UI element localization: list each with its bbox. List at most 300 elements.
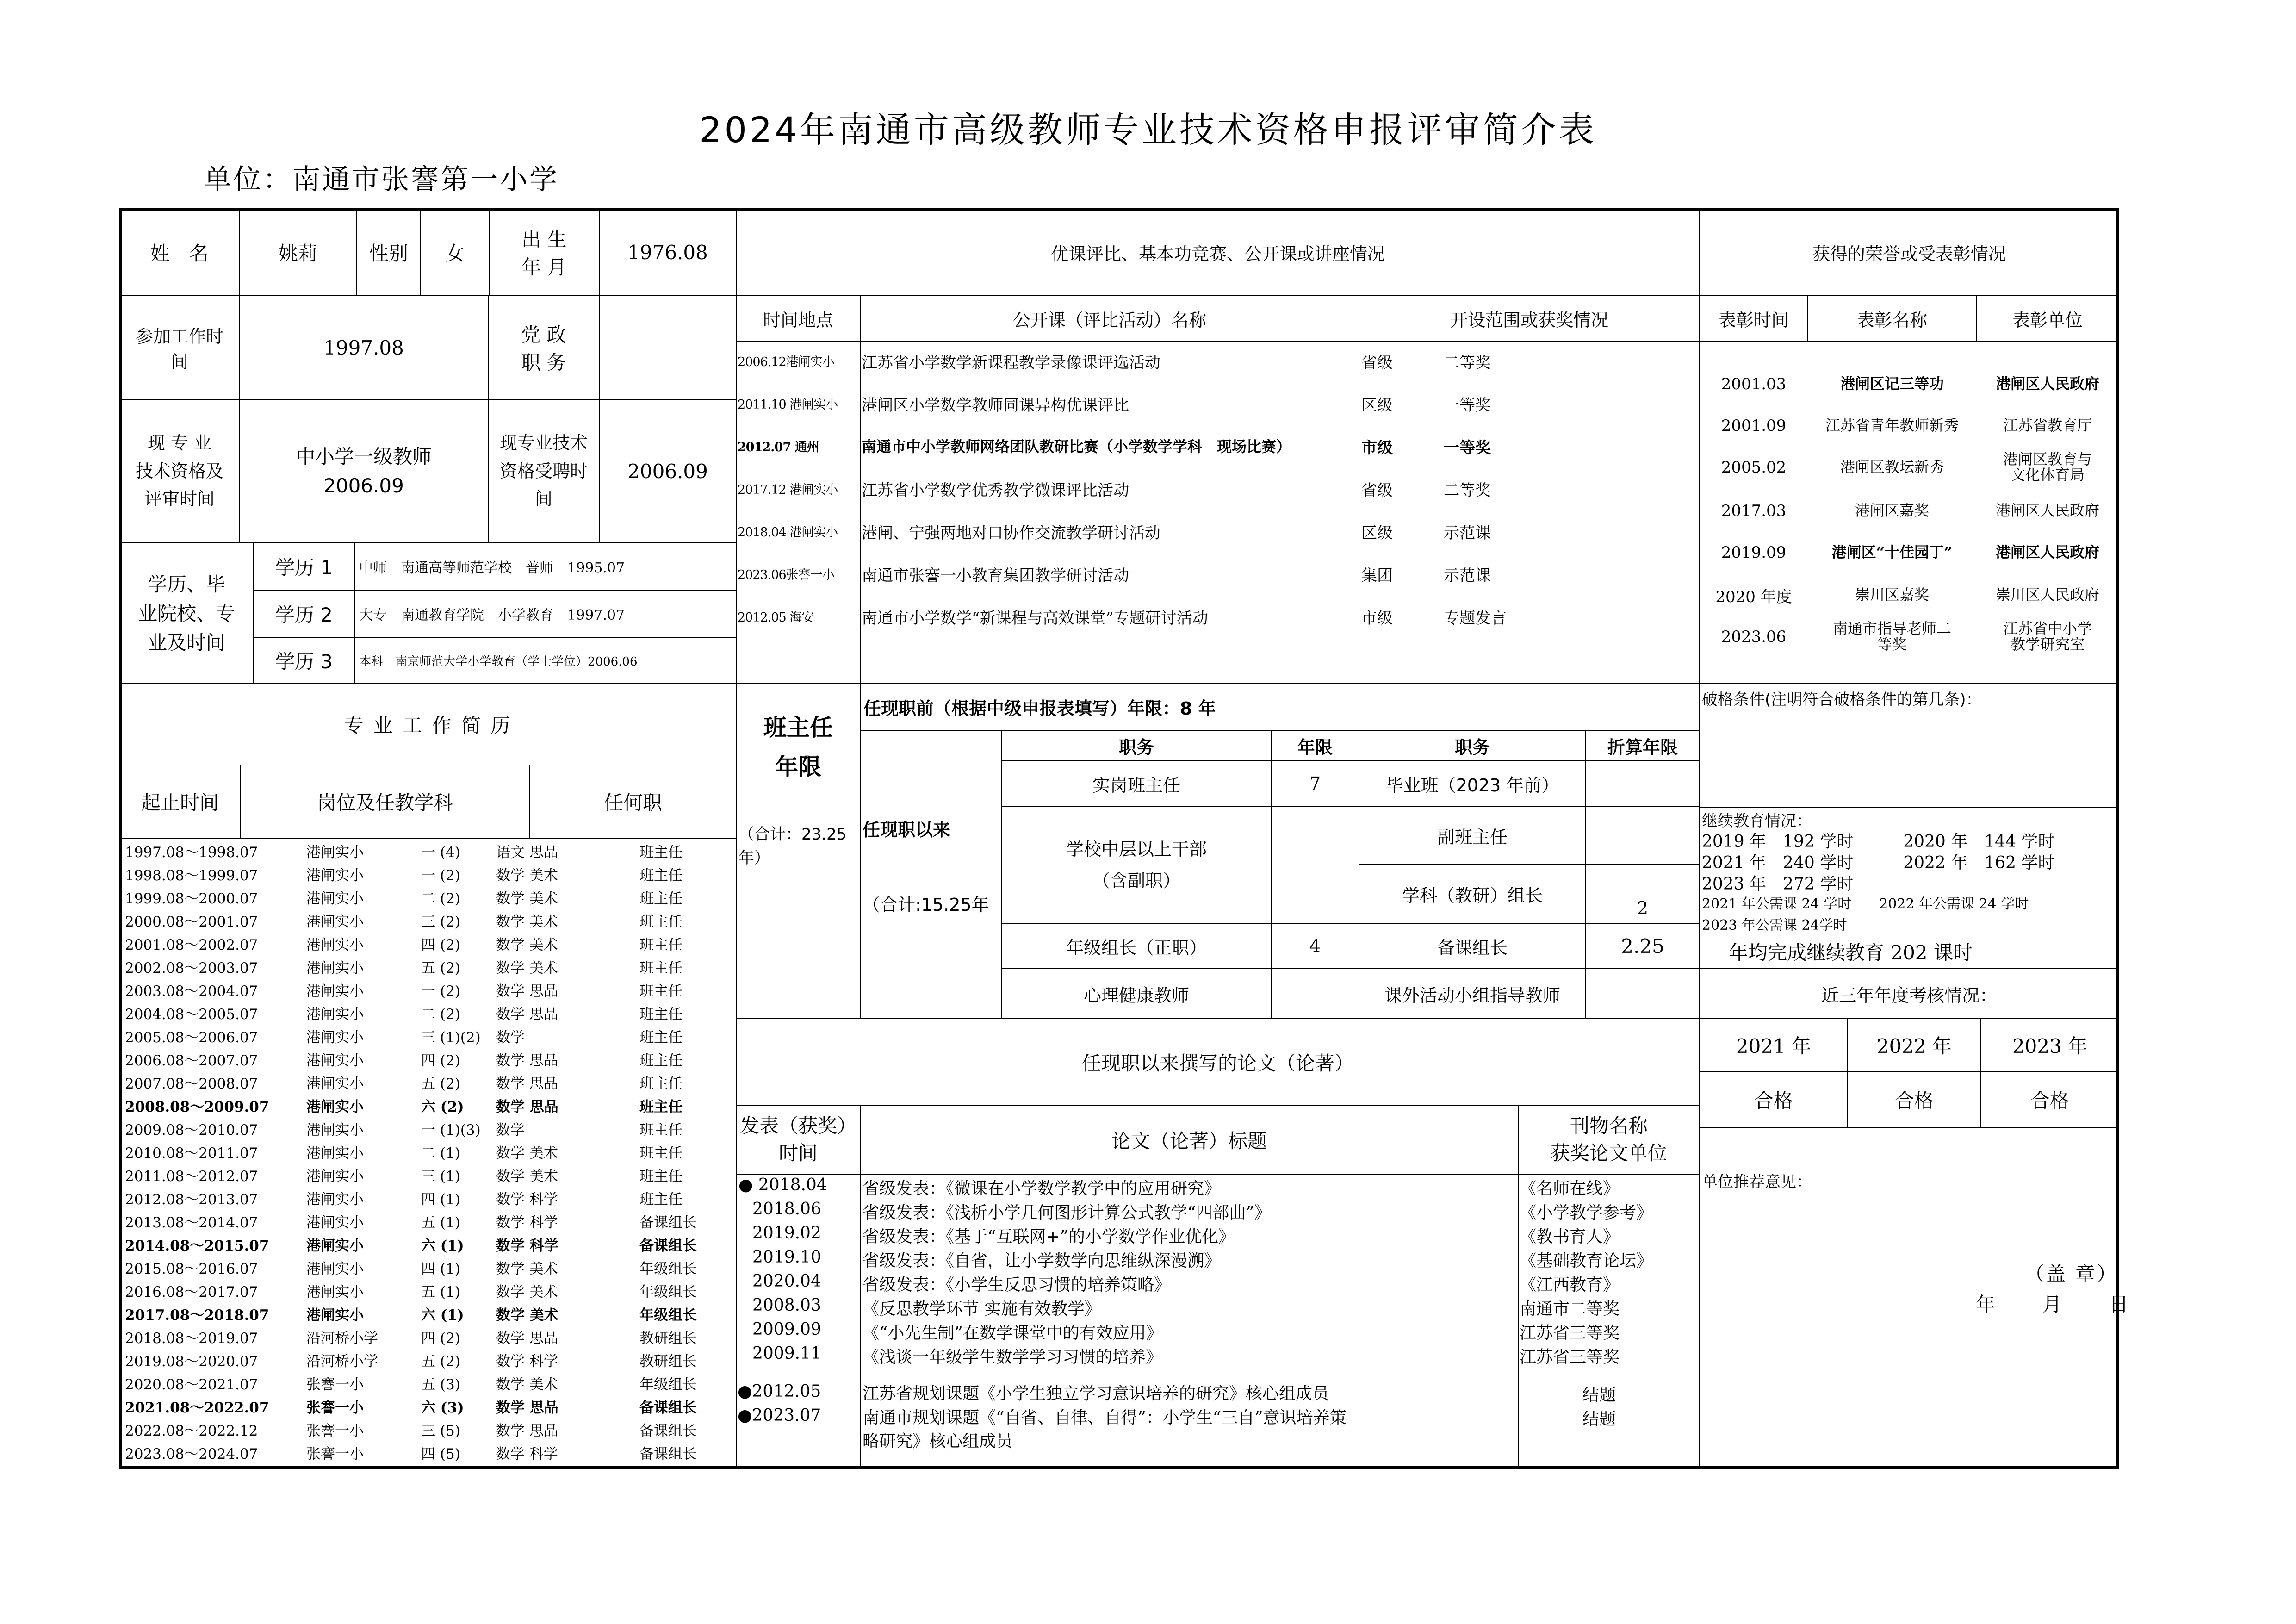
duty-counselor: 心理健康教师 xyxy=(1001,968,1272,1019)
date-text: 年 月 日 xyxy=(1976,1293,2132,1316)
career-subj: 数学 思品 xyxy=(496,1400,558,1416)
project-time: ●2023.07 xyxy=(738,1406,821,1425)
career-row xyxy=(121,908,737,931)
career-subj: 数学 思品 xyxy=(496,1099,558,1115)
head-since-label: 任现职以来 xyxy=(863,820,951,840)
career-row xyxy=(121,1070,737,1093)
continuing-edu-line: 2023 年公需课 24学时 xyxy=(1702,917,1847,933)
career-class: 五 (2) xyxy=(421,1076,460,1092)
contest-award: 示范课 xyxy=(1444,524,1491,542)
career-time: 2001.08～2002.07 xyxy=(125,937,258,953)
head-since-total: （合计:15.25年 xyxy=(863,895,989,915)
years-subject-leader: 2 xyxy=(1585,864,1700,924)
career-subj: 数学 美术 xyxy=(496,1307,558,1324)
career-subj: 数学 美术 xyxy=(496,1284,558,1300)
years-counselor xyxy=(1271,968,1359,1019)
contest-time: 2017.12 港闸实小 xyxy=(738,483,838,497)
contest-award: 二等奖 xyxy=(1444,481,1491,500)
honor-time: 2017.03 xyxy=(1721,502,1787,520)
break-label: 破格条件(注明符合破格条件的第几条)： xyxy=(1702,691,1982,709)
career-post: 年级组长 xyxy=(639,1284,697,1300)
career-post: 备课组长 xyxy=(639,1238,697,1254)
career-post: 班主任 xyxy=(639,960,683,977)
career-class: 四 (2) xyxy=(421,937,460,953)
paper-pub: 江苏省三等奖 xyxy=(1520,1348,1620,1367)
honor-name: 港闸区记三等功 xyxy=(1840,375,1944,393)
hire-label: 现专业技术 资格受聘时 间 xyxy=(488,399,600,543)
papers-header-pub: 刊物名称 获奖论文单位 xyxy=(1518,1105,1700,1175)
career-header-role: 任何职 xyxy=(529,765,737,839)
head-teacher-total: （合计：23.25 年） xyxy=(738,825,847,867)
name-value: 姚莉 xyxy=(239,208,357,296)
continuing-edu-label: 继续教育情况： xyxy=(1702,812,1812,830)
paper-time: 2018.06 xyxy=(752,1200,821,1219)
career-time: 2016.08～2017.07 xyxy=(125,1284,258,1300)
career-class: 三 (2) xyxy=(421,914,460,930)
head-teacher-title: 班主任 年限 xyxy=(763,714,833,780)
contest-award: 专题发言 xyxy=(1444,609,1507,628)
career-class: 一 (1)(3) xyxy=(421,1122,481,1139)
career-school: 港闸实小 xyxy=(306,867,364,884)
honor-unit: 港闸区教育与 文化体育局 xyxy=(2003,450,2092,484)
contests-col-time xyxy=(736,341,861,684)
contest-time: 2012.07 通州 xyxy=(738,440,819,454)
honor-time: 2023.06 xyxy=(1721,628,1787,646)
contest-level: 市级 xyxy=(1361,439,1393,457)
career-row xyxy=(121,862,737,885)
career-post: 班主任 xyxy=(639,1099,683,1115)
duty-deputy-class-teacher: 副班主任 xyxy=(1359,806,1586,865)
years-activity-instructor xyxy=(1585,968,1700,1019)
years-graduating-class xyxy=(1585,760,1700,807)
career-subj: 数学 思品 xyxy=(496,1423,558,1439)
career-school: 港闸实小 xyxy=(306,1006,364,1023)
contests-col-level xyxy=(1359,341,1700,684)
career-subj: 数学 美术 xyxy=(496,1376,558,1393)
career-class: 三 (5) xyxy=(421,1423,460,1439)
continuing-edu-line: 2021 年公需课 24 学时 2022 年公需课 24 学时 xyxy=(1702,896,2029,912)
career-row xyxy=(121,1417,737,1440)
career-school: 张謇一小 xyxy=(306,1400,364,1416)
honor-unit: 江苏省教育厅 xyxy=(2003,417,2092,435)
years-lesson-leader: 2.25 xyxy=(1585,923,1700,969)
contest-level: 集团 xyxy=(1361,566,1393,585)
form-title: 2024年南通市高级教师专业技术资格申报评审简介表 xyxy=(699,109,1597,150)
career-time: 1998.08～1999.07 xyxy=(125,867,258,884)
honor-name: 崇川区嘉奖 xyxy=(1855,586,1929,604)
duty-middle-manager: 学校中层以上干部 （含副职） xyxy=(1001,806,1272,924)
years-class-teacher: 7 xyxy=(1271,760,1359,807)
project-time: ●2012.05 xyxy=(738,1382,821,1401)
edu-label: 学历、毕 业院校、专 业及时间 xyxy=(119,542,254,684)
career-subj: 数学 美术 xyxy=(496,1261,558,1277)
career-class: 四 (2) xyxy=(421,1052,460,1069)
career-school: 港闸实小 xyxy=(306,1122,364,1139)
career-time: 2017.08～2018.07 xyxy=(125,1307,269,1324)
career-time: 2004.08～2005.07 xyxy=(125,1006,258,1023)
career-subj: 数学 美术 xyxy=(496,1145,558,1162)
career-row xyxy=(121,1209,737,1232)
work-start-value: 1997.08 xyxy=(239,295,489,400)
career-class: 一 (4) xyxy=(421,844,460,861)
continuing-edu-average: 年均完成继续教育 202 课时 xyxy=(1729,941,1973,964)
contest-level: 省级 xyxy=(1361,354,1393,372)
career-class: 五 (2) xyxy=(421,1353,460,1370)
eval-year-2022: 2022 年 xyxy=(1847,1018,1981,1072)
years-header-2: 折算年限 xyxy=(1585,730,1700,761)
career-school: 港闸实小 xyxy=(306,1029,364,1046)
honor-time: 2020 年度 xyxy=(1715,587,1792,606)
project-result: 结题 xyxy=(1582,1410,1616,1429)
career-row xyxy=(121,1301,737,1325)
head-since-cell xyxy=(860,730,1002,1019)
career-school: 港闸实小 xyxy=(306,914,364,930)
career-time: 2022.08～2022.12 xyxy=(125,1423,258,1439)
eval-result-2021: 合格 xyxy=(1699,1071,1848,1128)
years-header-1: 年限 xyxy=(1271,730,1359,761)
career-subj: 数学 美术 xyxy=(496,1168,558,1185)
career-post: 班主任 xyxy=(639,1006,683,1023)
papers-header-time: 发表（获奖） 时间 xyxy=(736,1105,861,1175)
honor-time: 2001.09 xyxy=(1721,417,1787,435)
paper-title: 省级发表：《自省，让小学数学向思维纵深漫溯》 xyxy=(863,1251,1221,1270)
contest-award: 一等奖 xyxy=(1444,396,1491,415)
career-post: 班主任 xyxy=(639,890,683,907)
unit-label: 单位：南通市张謇第一小学 xyxy=(204,163,559,196)
career-subj: 数学 思品 xyxy=(496,1330,558,1347)
career-time: 1997.08～1998.07 xyxy=(125,844,258,861)
career-row xyxy=(121,1001,737,1024)
paper-time: 2019.10 xyxy=(752,1248,821,1267)
honor-unit: 港闸区人民政府 xyxy=(1995,543,2099,561)
edu-3-value: 本科 南京师范大学小学教育（学士学位）2006.06 xyxy=(354,637,737,684)
career-time: 2000.08～2001.07 xyxy=(125,914,258,930)
duty-grade-leader: 年级组长（正职） xyxy=(1001,923,1272,969)
paper-time: 2009.11 xyxy=(752,1344,821,1363)
honor-time: 2019.09 xyxy=(1721,543,1787,562)
career-post: 备课组长 xyxy=(639,1423,697,1439)
paper-time: 2019.02 xyxy=(752,1224,821,1243)
career-post: 班主任 xyxy=(639,1145,683,1162)
career-row xyxy=(121,1024,737,1047)
career-post: 班主任 xyxy=(639,1076,683,1092)
career-post: 班主任 xyxy=(639,867,683,884)
continuing-edu-line: 2021 年 240 学时 2022 年 162 学时 xyxy=(1702,853,2055,872)
paper-pub: 江苏省三等奖 xyxy=(1520,1324,1620,1343)
career-time: 2015.08～2016.07 xyxy=(125,1261,258,1277)
career-school: 港闸实小 xyxy=(306,937,364,953)
career-subj: 数学 思品 xyxy=(496,1006,558,1023)
paper-title: 省级发表：《微课在小学数学教学中的应用研究》 xyxy=(863,1179,1221,1198)
career-row xyxy=(121,1186,737,1209)
party-value xyxy=(599,295,737,400)
career-school: 张謇一小 xyxy=(306,1446,364,1462)
paper-time: 2009.09 xyxy=(752,1320,821,1339)
career-row xyxy=(121,1139,737,1163)
contest-name: 南通市张謇一小教育集团教学研讨活动 xyxy=(862,566,1129,585)
honor-name: 港闸区“十佳园丁” xyxy=(1831,543,1953,561)
birth-value: 1976.08 xyxy=(599,208,737,296)
career-time: 2013.08～2014.07 xyxy=(125,1214,258,1231)
career-class: 五 (2) xyxy=(421,960,460,977)
contest-name: 南通市小学数学“新课程与高效课堂”专题研讨活动 xyxy=(862,609,1208,628)
qual-label: 现 专 业 技术资格及 评审时间 xyxy=(119,399,240,543)
career-time: 1999.08～2000.07 xyxy=(125,890,258,907)
career-time: 2010.08～2011.07 xyxy=(125,1145,258,1162)
gender-label: 性别 xyxy=(356,208,421,296)
career-post: 班主任 xyxy=(639,1122,683,1139)
gender-value: 女 xyxy=(420,208,490,296)
career-class: 四 (1) xyxy=(421,1261,460,1277)
career-class: 六 (1) xyxy=(421,1307,464,1324)
career-post: 年级组长 xyxy=(639,1376,697,1393)
edu-1-label: 学历 1 xyxy=(253,542,355,591)
contest-name: 江苏省小学数学新课程教学录像课评选活动 xyxy=(862,354,1160,372)
project-result: 结题 xyxy=(1582,1386,1616,1405)
contest-level: 区级 xyxy=(1361,396,1393,415)
career-class: 一 (2) xyxy=(421,983,460,1000)
edu-1-value: 中师 南通高等师范学校 普师 1995.07 xyxy=(354,542,737,591)
career-post: 年级组长 xyxy=(639,1307,697,1324)
career-class: 五 (3) xyxy=(421,1376,460,1393)
contest-award: 一等奖 xyxy=(1444,439,1491,457)
career-class: 三 (1)(2) xyxy=(421,1029,481,1046)
career-subj: 数学 xyxy=(496,1122,525,1139)
career-school: 港闸实小 xyxy=(306,1191,364,1208)
duty-header-2: 职务 xyxy=(1359,730,1586,761)
career-row xyxy=(121,1047,737,1070)
contest-award: 示范课 xyxy=(1444,566,1491,585)
career-class: 四 (2) xyxy=(421,1330,460,1347)
career-class: 二 (2) xyxy=(421,1006,460,1023)
career-row xyxy=(121,1163,737,1186)
career-row xyxy=(121,1093,737,1116)
career-row xyxy=(121,931,737,954)
career-row xyxy=(121,885,737,908)
contest-name: 港闸、宁强两地对口协作交流教学研讨活动 xyxy=(862,524,1160,542)
honor-name: 南通市指导老师二 等奖 xyxy=(1832,620,1951,653)
career-post: 班主任 xyxy=(639,983,683,1000)
duty-subject-leader: 学科（教研）组长 xyxy=(1359,864,1586,924)
career-school: 港闸实小 xyxy=(306,1284,364,1300)
career-row xyxy=(121,1440,737,1463)
head-before-text: 任现职前（根据中级申报表填写）年限：8 年 xyxy=(863,698,1216,719)
career-class: 三 (1) xyxy=(421,1168,460,1185)
career-subj: 数学 美术 xyxy=(496,914,558,930)
career-post: 班主任 xyxy=(639,1168,683,1185)
career-time: 2005.08～2006.07 xyxy=(125,1029,258,1046)
career-time: 2018.08～2019.07 xyxy=(125,1330,258,1347)
honor-time: 2001.03 xyxy=(1721,375,1787,393)
duty-header-1: 职务 xyxy=(1001,730,1272,761)
career-class: 一 (2) xyxy=(421,867,460,884)
eval-result-2023: 合格 xyxy=(1980,1071,2119,1128)
career-header-post: 岗位及任教学科 xyxy=(240,765,530,839)
paper-pub: 《小学教学参考》 xyxy=(1520,1203,1653,1222)
honor-name: 港闸区嘉奖 xyxy=(1855,502,1929,520)
honors-header-name: 表彰名称 xyxy=(1807,295,1977,342)
opinion-label: 单位推荐意见： xyxy=(1702,1173,1812,1191)
qual-value: 中小学一级教师 2006.09 xyxy=(239,399,489,543)
duty-graduating-class: 毕业班（2023 年前） xyxy=(1359,760,1586,807)
career-post: 班主任 xyxy=(639,1052,683,1069)
years-deputy-class-teacher xyxy=(1585,806,1700,865)
career-post: 教研组长 xyxy=(639,1330,697,1347)
career-time: 2009.08～2010.07 xyxy=(125,1122,258,1139)
career-title: 专 业 工 作 简 历 xyxy=(119,683,737,765)
eval-result-2022: 合格 xyxy=(1847,1071,1981,1128)
career-time: 2003.08～2004.07 xyxy=(125,983,258,1000)
paper-pub: 南通市二等奖 xyxy=(1520,1300,1620,1319)
career-class: 五 (1) xyxy=(421,1284,460,1300)
career-subj: 数学 美术 xyxy=(496,960,558,977)
paper-title: 《反思教学环节 实施有效教学》 xyxy=(863,1300,1101,1319)
career-subj: 数学 科学 xyxy=(496,1446,558,1462)
seal-text: （盖 章） xyxy=(2025,1263,2118,1285)
career-subj: 语文 思品 xyxy=(496,844,558,861)
papers-header-title: 论文（论著）标题 xyxy=(860,1105,1519,1175)
career-school: 沿河桥小学 xyxy=(306,1330,378,1347)
birth-label: 出 生 年 月 xyxy=(489,208,600,296)
contest-time: 2006.12港闸实小 xyxy=(738,355,834,369)
paper-title: 省级发表：《浅析小学几何图形计算公式教学“四部曲”》 xyxy=(863,1203,1271,1222)
hire-value: 2006.09 xyxy=(599,399,737,543)
career-row xyxy=(121,1348,737,1371)
edu-2-label: 学历 2 xyxy=(253,590,355,638)
career-school: 港闸实小 xyxy=(306,983,364,1000)
contests-header-level: 开设范围或获奖情况 xyxy=(1359,295,1700,342)
career-header-time: 起止时间 xyxy=(119,765,241,839)
career-school: 港闸实小 xyxy=(306,1052,364,1069)
career-post: 班主任 xyxy=(639,937,683,953)
honor-name: 江苏省青年教师新秀 xyxy=(1825,417,1959,435)
paper-pub: 《教书育人》 xyxy=(1520,1227,1620,1246)
career-row xyxy=(121,977,737,1001)
career-row xyxy=(121,839,737,862)
career-time: 2002.08～2003.07 xyxy=(125,960,258,977)
career-subj: 数学 xyxy=(496,1029,525,1046)
career-time: 2019.08～2020.07 xyxy=(125,1353,258,1370)
name-label: 姓 名 xyxy=(119,208,240,296)
honor-unit: 江苏省中小学 教学研究室 xyxy=(2003,620,2092,653)
eval-year-2021: 2021 年 xyxy=(1699,1018,1848,1072)
career-time: 2021.08～2022.07 xyxy=(125,1400,269,1416)
career-subj: 数学 科学 xyxy=(496,1214,558,1231)
career-post: 备课组长 xyxy=(639,1446,697,1462)
edu-3-label: 学历 3 xyxy=(253,637,355,684)
contests-header-time: 时间地点 xyxy=(736,295,861,342)
career-time: 2011.08～2012.07 xyxy=(125,1168,258,1185)
contest-time: 2012.05 海安 xyxy=(738,610,814,625)
career-time: 2012.08～2013.07 xyxy=(125,1191,258,1208)
annual-eval-label: 近三年年度考核情况： xyxy=(1699,968,2119,1019)
career-class: 五 (1) xyxy=(421,1214,460,1231)
years-grade-leader: 4 xyxy=(1271,923,1359,969)
project-title: 南通市规划课题《“自省、自律、自得”：小学生“三自”意识培养策 略研究》核心组成员 xyxy=(863,1408,1347,1451)
career-row xyxy=(121,1116,737,1139)
duty-class-teacher: 实岗班主任 xyxy=(1001,760,1272,807)
party-label: 党 政 职 务 xyxy=(488,295,600,400)
paper-title: 《“小先生制”在数学课堂中的有效应用》 xyxy=(863,1324,1163,1343)
career-post: 教研组长 xyxy=(639,1353,697,1370)
duty-lesson-leader: 备课组长 xyxy=(1359,923,1586,969)
career-time: 2007.08～2008.07 xyxy=(125,1076,258,1092)
contests-header-name: 公开课（评比活动）名称 xyxy=(860,295,1359,342)
career-school: 张謇一小 xyxy=(306,1423,364,1439)
contest-time: 2023.06张謇一小 xyxy=(738,568,834,582)
paper-time: 2008.03 xyxy=(752,1296,821,1315)
career-class: 六 (3) xyxy=(421,1400,464,1416)
career-school: 沿河桥小学 xyxy=(306,1353,378,1370)
career-post: 备课组长 xyxy=(639,1400,697,1416)
career-school: 港闸实小 xyxy=(306,1238,364,1254)
continuing-edu-line: 2019 年 192 学时 2020 年 144 学时 xyxy=(1702,832,2055,851)
papers-title: 任现职以来撰写的论文（论著） xyxy=(736,1018,1700,1106)
career-row xyxy=(121,1255,737,1278)
career-row xyxy=(121,954,737,977)
career-row xyxy=(121,1371,737,1394)
honors-title: 获得的荣誉或受表彰情况 xyxy=(1699,208,2119,296)
career-class: 二 (2) xyxy=(421,890,460,907)
career-class: 四 (1) xyxy=(421,1191,460,1208)
contest-level: 省级 xyxy=(1361,481,1393,500)
career-row xyxy=(121,1232,737,1255)
career-post: 年级组长 xyxy=(639,1261,697,1277)
contest-name: 江苏省小学数学优秀教学微课评比活动 xyxy=(862,481,1129,500)
career-class: 四 (5) xyxy=(421,1446,460,1462)
career-row xyxy=(121,1278,737,1301)
work-start-label: 参加工作时 间 xyxy=(119,295,240,400)
career-subj: 数学 美术 xyxy=(496,937,558,953)
career-row xyxy=(121,1394,737,1417)
career-class: 六 (2) xyxy=(421,1099,464,1115)
edu-2-value: 大专 南通教育学院 小学教育 1997.07 xyxy=(354,590,737,638)
honor-name: 港闸区教坛新秀 xyxy=(1840,458,1944,476)
career-post: 班主任 xyxy=(639,914,683,930)
contest-award: 二等奖 xyxy=(1444,354,1491,372)
career-post: 班主任 xyxy=(639,1191,683,1208)
career-subj: 数学 思品 xyxy=(496,1076,558,1092)
career-subj: 数学 科学 xyxy=(496,1353,558,1370)
career-school: 港闸实小 xyxy=(306,844,364,861)
project-title: 江苏省规划课题《小学生独立学习意识培养的研究》核心组成员 xyxy=(863,1384,1329,1403)
career-school: 港闸实小 xyxy=(306,1099,364,1115)
career-subj: 数学 思品 xyxy=(496,1052,558,1069)
years-middle-manager xyxy=(1271,806,1359,924)
honors-header-unit: 表彰单位 xyxy=(1976,295,2119,342)
duty-activity-instructor: 课外活动小组指导教师 xyxy=(1359,968,1586,1019)
career-school: 港闸实小 xyxy=(306,1214,364,1231)
career-school: 港闸实小 xyxy=(306,1076,364,1092)
career-post: 班主任 xyxy=(639,1029,683,1046)
paper-time: ● 2018.04 xyxy=(738,1176,827,1195)
paper-title: 省级发表：《小学生反思习惯的培养策略》 xyxy=(863,1276,1171,1294)
honor-unit: 崇川区人民政府 xyxy=(1995,586,2099,604)
career-subj: 数学 美术 xyxy=(496,890,558,907)
career-class: 二 (1) xyxy=(421,1145,460,1162)
career-post: 备课组长 xyxy=(639,1214,697,1231)
career-school: 港闸实小 xyxy=(306,1307,364,1324)
career-post: 班主任 xyxy=(639,844,683,861)
contests-title: 优课评比、基本功竞赛、公开课或讲座情况 xyxy=(736,208,1700,296)
honors-header-time: 表彰时间 xyxy=(1699,295,1808,342)
paper-time: 2020.04 xyxy=(752,1272,821,1291)
career-class: 六 (1) xyxy=(421,1238,464,1254)
career-subj: 数学 思品 xyxy=(496,983,558,1000)
career-subj: 数学 科学 xyxy=(496,1191,558,1208)
honor-time: 2005.02 xyxy=(1721,458,1787,477)
career-time: 2023.08～2024.07 xyxy=(125,1446,258,1462)
